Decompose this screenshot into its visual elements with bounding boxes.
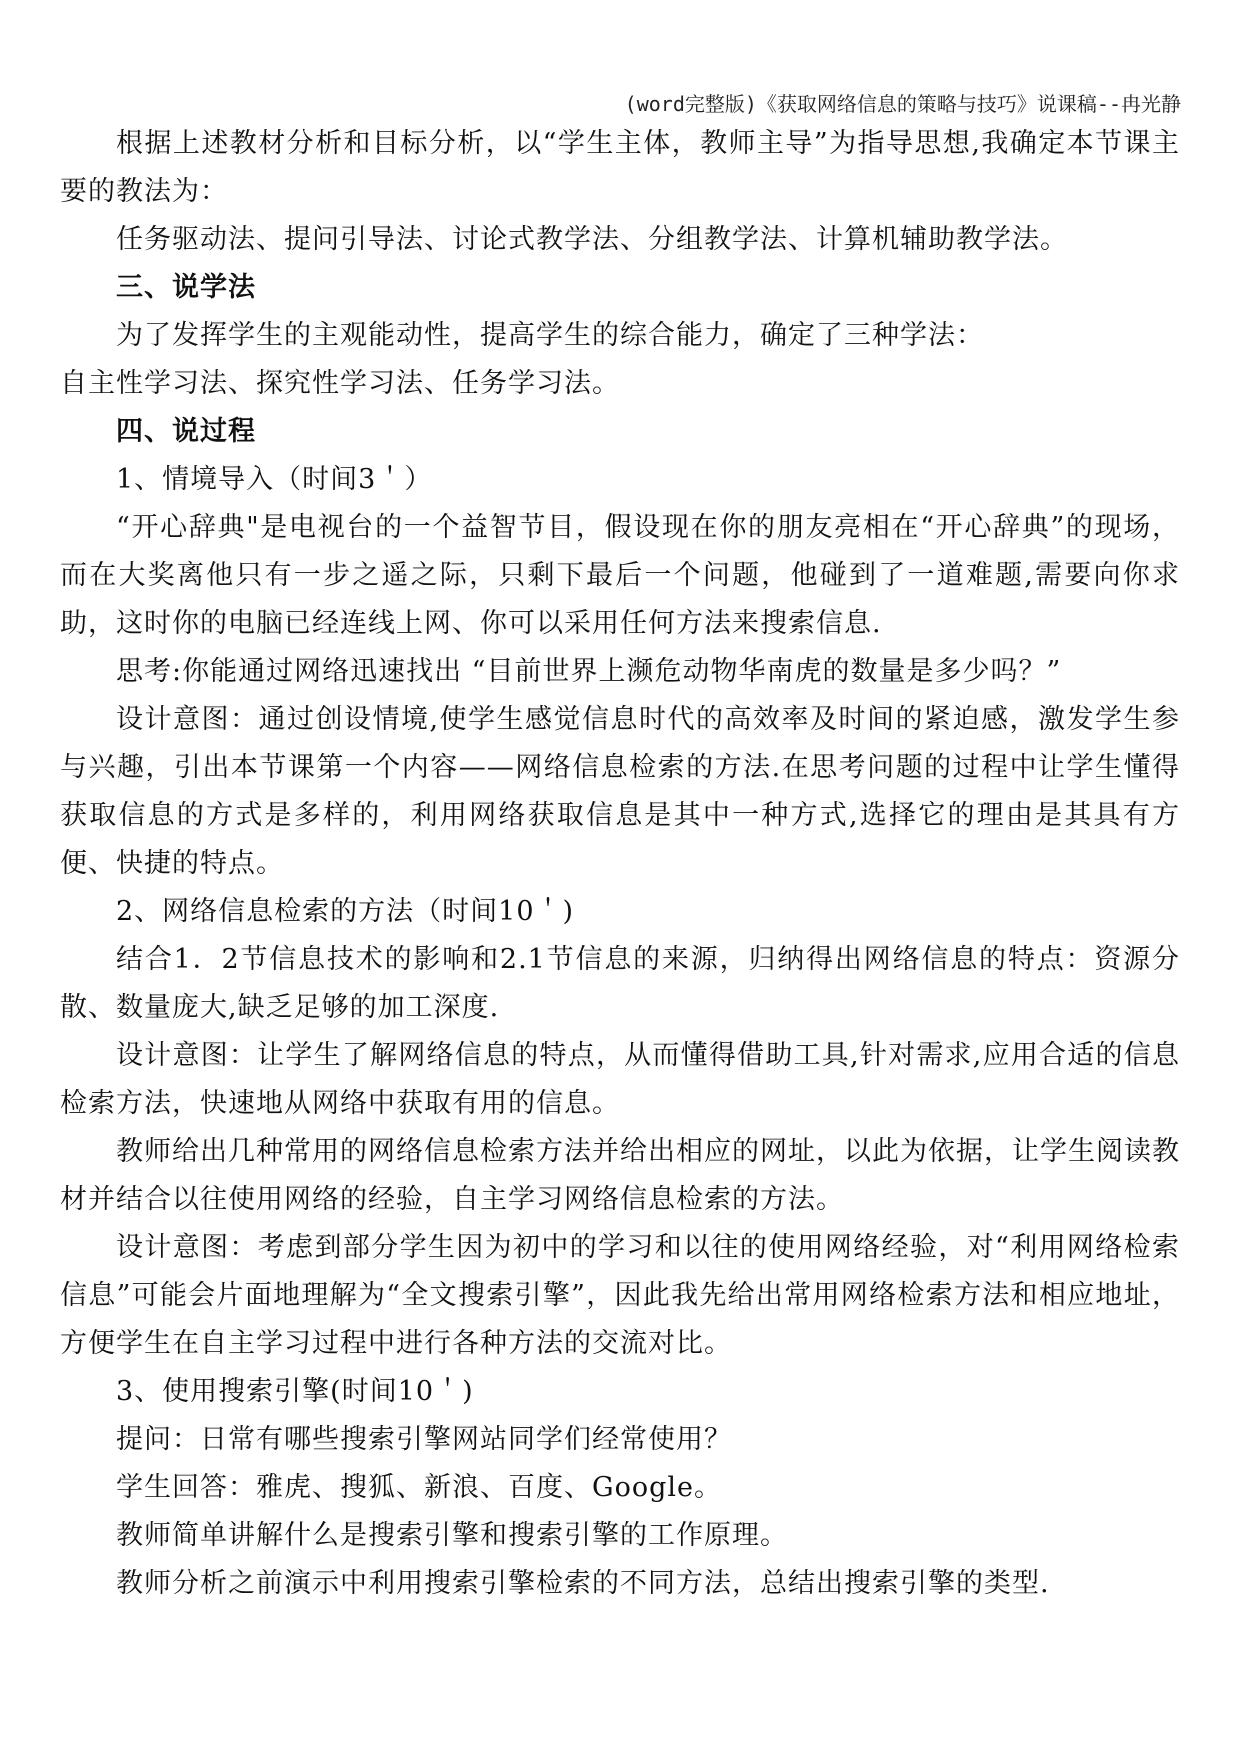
section-heading-learning-methods: 三、说学法 xyxy=(116,272,256,303)
paragraph-teacher-gives-methods: 教师给出几种常用的网络信息检索方法并给出相应的网址，以此为依据，让学生阅读教材并结合以往使用网络的经验，自主学习网络信息检索的方法。 xyxy=(60,1136,1180,1215)
subheading-search-engines: 3、使用搜索引擎(时间10＇) xyxy=(116,1376,474,1407)
section-heading-process: 四、说过程 xyxy=(116,416,256,447)
subheading-retrieval-methods: 2、网络信息检索的方法（时间10＇) xyxy=(116,896,575,927)
subheading-scenario-intro: 1、情境导入（时间3＇） xyxy=(116,464,433,495)
paragraph-teacher-explains: 教师简单讲解什么是搜索引擎和搜索引擎的工作原理。 xyxy=(116,1520,788,1551)
paragraph-teaching-methods-list: 任务驱动法、提问引导法、讨论式教学法、分组教学法、计算机辅助教学法。 xyxy=(116,224,1068,255)
paragraph-student-answer: 学生回答：雅虎、搜狐、新浪、百度、Google。 xyxy=(116,1472,722,1503)
paragraph-question: 提问：日常有哪些搜索引擎网站同学们经常使用？ xyxy=(116,1424,732,1455)
page-header: (word完整版)《获取网络信息的策略与技巧》说课稿--冉光静 xyxy=(624,92,1181,116)
paragraph-teaching-methods-intro: 根据上述教材分析和目标分析，以“学生主体，教师主导”为指导思想,我确定本节课主要的教法为： xyxy=(60,128,1180,207)
paragraph-design-intent-2: 设计意图：让学生了解网络信息的特点，从而懂得借助工具,针对需求,应用合适的信息检索方法，快速地从网络中获取有用的信息。 xyxy=(60,1040,1180,1119)
paragraph-teacher-analysis: 教师分析之前演示中利用搜索引擎检索的不同方法，总结出搜索引擎的类型. xyxy=(116,1568,1050,1599)
document-body xyxy=(60,120,1180,1608)
paragraph-scenario: “开心辞典"是电视台的一个益智节目，假设现在你的朋友亮相在“开心辞典”的现场，而在大奖离他只有一步之遥之际，只剩下最后一个问题，他碰到了一道难题,需要向你求助，这时你的电脑已经连线上网、你可以采用任何方法来搜索信息. xyxy=(60,512,1180,639)
paragraph-network-info-features: 结合1．2节信息技术的影响和2.1节信息的来源，归纳得出网络信息的特点：资源分散、数量庞大,缺乏足够的加工深度. xyxy=(60,944,1180,1023)
paragraph-learning-methods-list: 自主性学习法、探究性学习法、任务学习法。 xyxy=(60,368,620,399)
paragraph-thinking-question: 思考:你能通过网络迅速找出 “目前世界上濒危动物华南虎的数量是多少吗？” xyxy=(116,656,1062,687)
paragraph-design-intent-1: 设计意图：通过创设情境,使学生感觉信息时代的高效率及时间的紧迫感，激发学生参与兴趣，引出本节课第一个内容——网络信息检索的方法.在思考问题的过程中让学生懂得获取信息的方式是多样的，利用网络获取信息是其中一种方式,选择它的理由是其具有方便、快捷的特点。 xyxy=(60,704,1180,879)
paragraph-learning-methods-intro: 为了发挥学生的主观能动性，提高学生的综合能力，确定了三种学法： xyxy=(116,320,984,351)
paragraph-design-intent-3: 设计意图：考虑到部分学生因为初中的学习和以往的使用网络经验，对“利用网络检索信息”可能会片面地理解为“全文搜索引擎”，因此我先给出常用网络检索方法和相应地址，方便学生在自主学习过程中进行各种方法的交流对比。 xyxy=(60,1232,1180,1359)
